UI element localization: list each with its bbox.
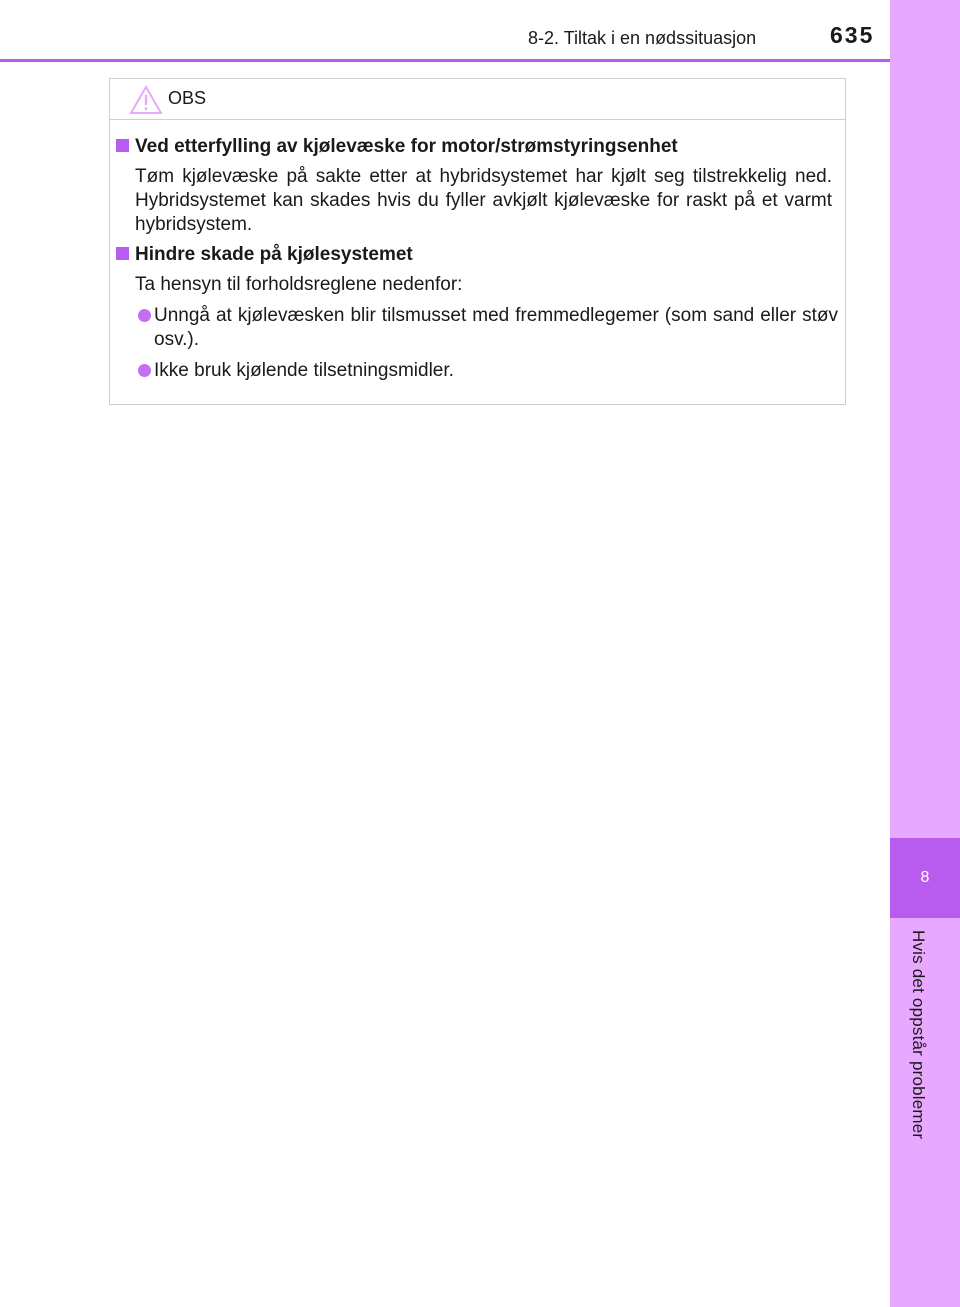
chapter-number: 8 bbox=[920, 869, 930, 886]
warning-triangle-icon bbox=[129, 85, 163, 115]
header-rule bbox=[0, 59, 890, 62]
list-item: Ikke bruk kjølende tilsetningsmidler. bbox=[154, 360, 454, 381]
section-text-prevent-damage: Ta hensyn til forholdsreglene nedenfor: bbox=[135, 274, 463, 295]
bullet-icon bbox=[138, 309, 151, 322]
section-text-refill: Tøm kjølevæske på sakte etter at hybridsystemet har kjølt seg tilstrekkelig ned. Hybridsystemet kan skades hvis du fyller avkjølt kjølevæske for raskt på et varmt hybridsystem. bbox=[135, 166, 832, 235]
chapter-number-block bbox=[890, 838, 960, 918]
square-bullet-icon bbox=[116, 247, 129, 260]
section-title: 8-2. Tiltak i en nødssituasjon bbox=[528, 28, 757, 48]
list-item: Unngå at kjølevæsken blir tilsmusset med fremmedlegemer (som sand eller støv osv.). bbox=[154, 305, 838, 350]
chapter-title: Hvis det oppstår problemer bbox=[909, 930, 928, 1140]
square-bullet-icon bbox=[116, 139, 129, 152]
caution-header bbox=[110, 79, 845, 120]
caution-box bbox=[109, 78, 846, 405]
section-heading-refill: Ved etterfylling av kjølevæske for motor/strømstyringsenhet bbox=[116, 136, 678, 158]
bullet-icon bbox=[138, 364, 151, 377]
page-number: 635 bbox=[830, 22, 875, 48]
section-heading-prevent-damage: Hindre skade på kjølesystemet bbox=[116, 244, 413, 266]
caution-label: OBS bbox=[168, 88, 207, 108]
